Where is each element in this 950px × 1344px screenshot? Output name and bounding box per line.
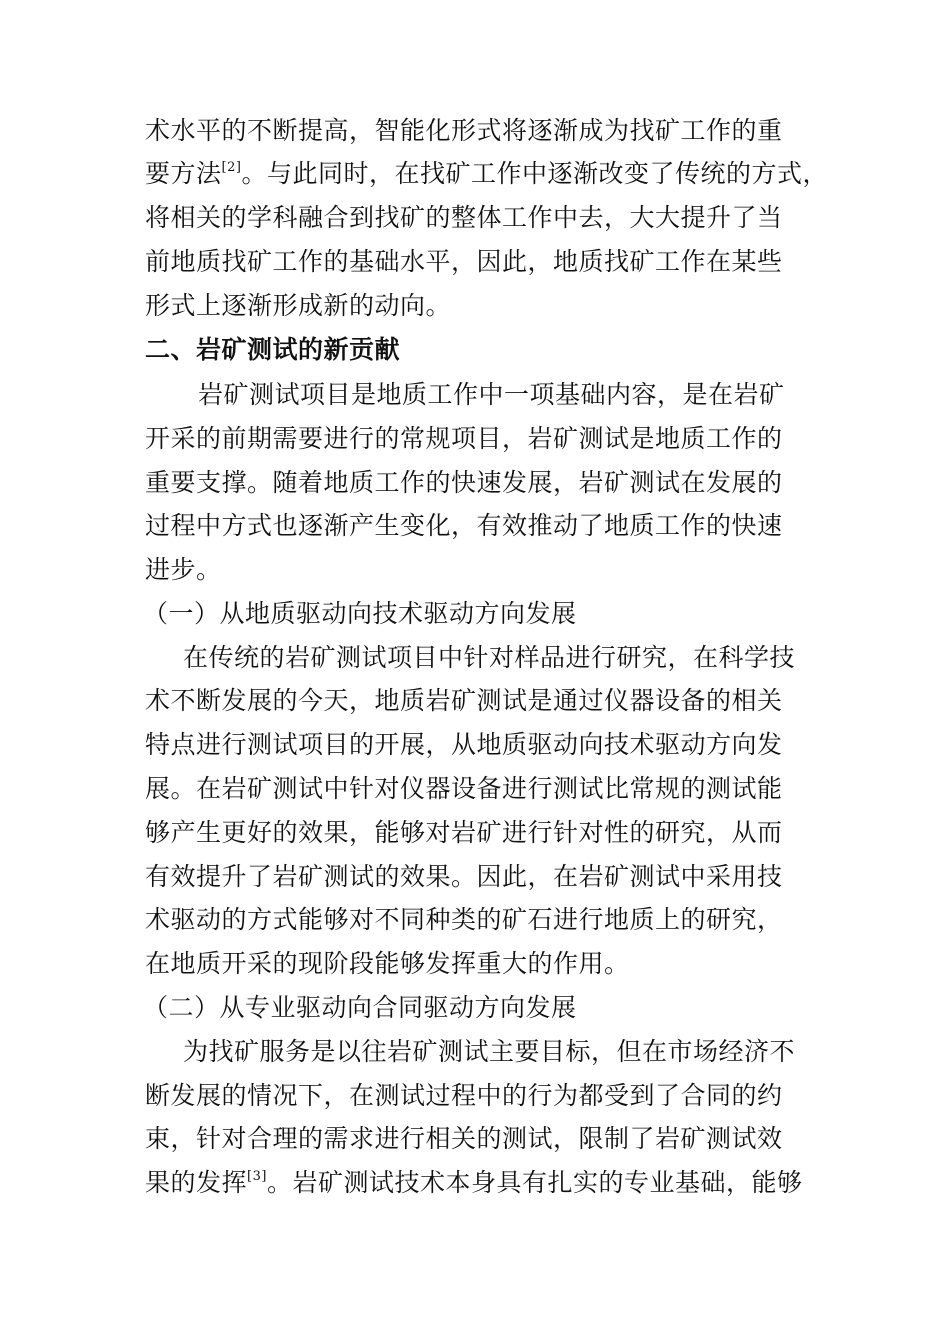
paragraph-line	[145, 1165, 802, 1201]
paragraph-line: 前地质找矿工作的基础水平，因此，地质找矿工作在某些	[145, 247, 783, 276]
paragraph-line: 术不断发展的今天，地质岩矿测试是通过仪器设备的相关	[145, 686, 783, 715]
line-text: 。与此同时，在找矿工作中逐渐改变了传统的方式，	[241, 159, 828, 188]
paragraph-line: 够产生更好的效果，能够对岩矿进行针对性的研究，从而	[145, 818, 783, 847]
citation-marker: [2]	[221, 160, 242, 175]
paragraph-line: 岩矿测试项目是地质工作中一项基础内容，是在岩矿	[198, 380, 785, 409]
subsection-heading: （二）从专业驱动向合同驱动方向发展	[143, 993, 577, 1022]
line-text: 果的发挥	[145, 1168, 248, 1197]
paragraph-line: 形式上逐渐形成新的动向。	[145, 291, 452, 320]
paragraph-line: 展。在岩矿测试中针对仪器设备进行测试比常规的测试能	[145, 774, 783, 803]
paragraph-line	[145, 156, 828, 192]
paragraph-line: 在传统的岩矿测试项目中针对样品进行研究，在科学技	[183, 643, 796, 672]
section-heading: 二、岩矿测试的新贡献	[145, 335, 401, 364]
subsection-heading: （一）从地质驱动向技术驱动方向发展	[143, 599, 577, 628]
paragraph-line: 特点进行测试项目的开展，从地质驱动向技术驱动方向发	[145, 730, 783, 759]
line-text: 。岩矿测试技术本身具有扎实的专业基础，能够	[266, 1168, 803, 1197]
paragraph-line: 术水平的不断提高，智能化形式将逐渐成为找矿工作的重	[145, 116, 783, 145]
paragraph-line: 重要支撑。随着地质工作的快速发展，岩矿测试在发展的	[145, 468, 783, 497]
paragraph-line: 开采的前期需要进行的常规项目，岩矿测试是地质工作的	[145, 424, 783, 453]
paragraph-line: 将相关的学科融合到找矿的整体工作中去，大大提升了当	[145, 203, 783, 232]
paragraph-line: 过程中方式也逐渐产生变化，有效推动了地质工作的快速	[145, 511, 783, 540]
paragraph-line: 术驱动的方式能够对不同种类的矿石进行地质上的研究，	[145, 905, 783, 934]
paragraph-line: 在地质开采的现阶段能够发挥重大的作用。	[145, 949, 630, 978]
paragraph-line: 有效提升了岩矿测试的效果。因此，在岩矿测试中采用技	[145, 862, 783, 891]
paragraph-line: 进步。	[145, 555, 222, 584]
paragraph-line: 束，针对合理的需求进行相关的测试，限制了岩矿测试效	[145, 1124, 783, 1153]
paragraph-line: 断发展的情况下，在测试过程中的行为都受到了合同的约	[145, 1081, 783, 1110]
line-text: 要方法	[145, 159, 222, 188]
citation-marker: [3]	[247, 1169, 267, 1184]
paragraph-line: 为找矿服务是以往岩矿测试主要目标，但在市场经济不	[183, 1037, 796, 1066]
